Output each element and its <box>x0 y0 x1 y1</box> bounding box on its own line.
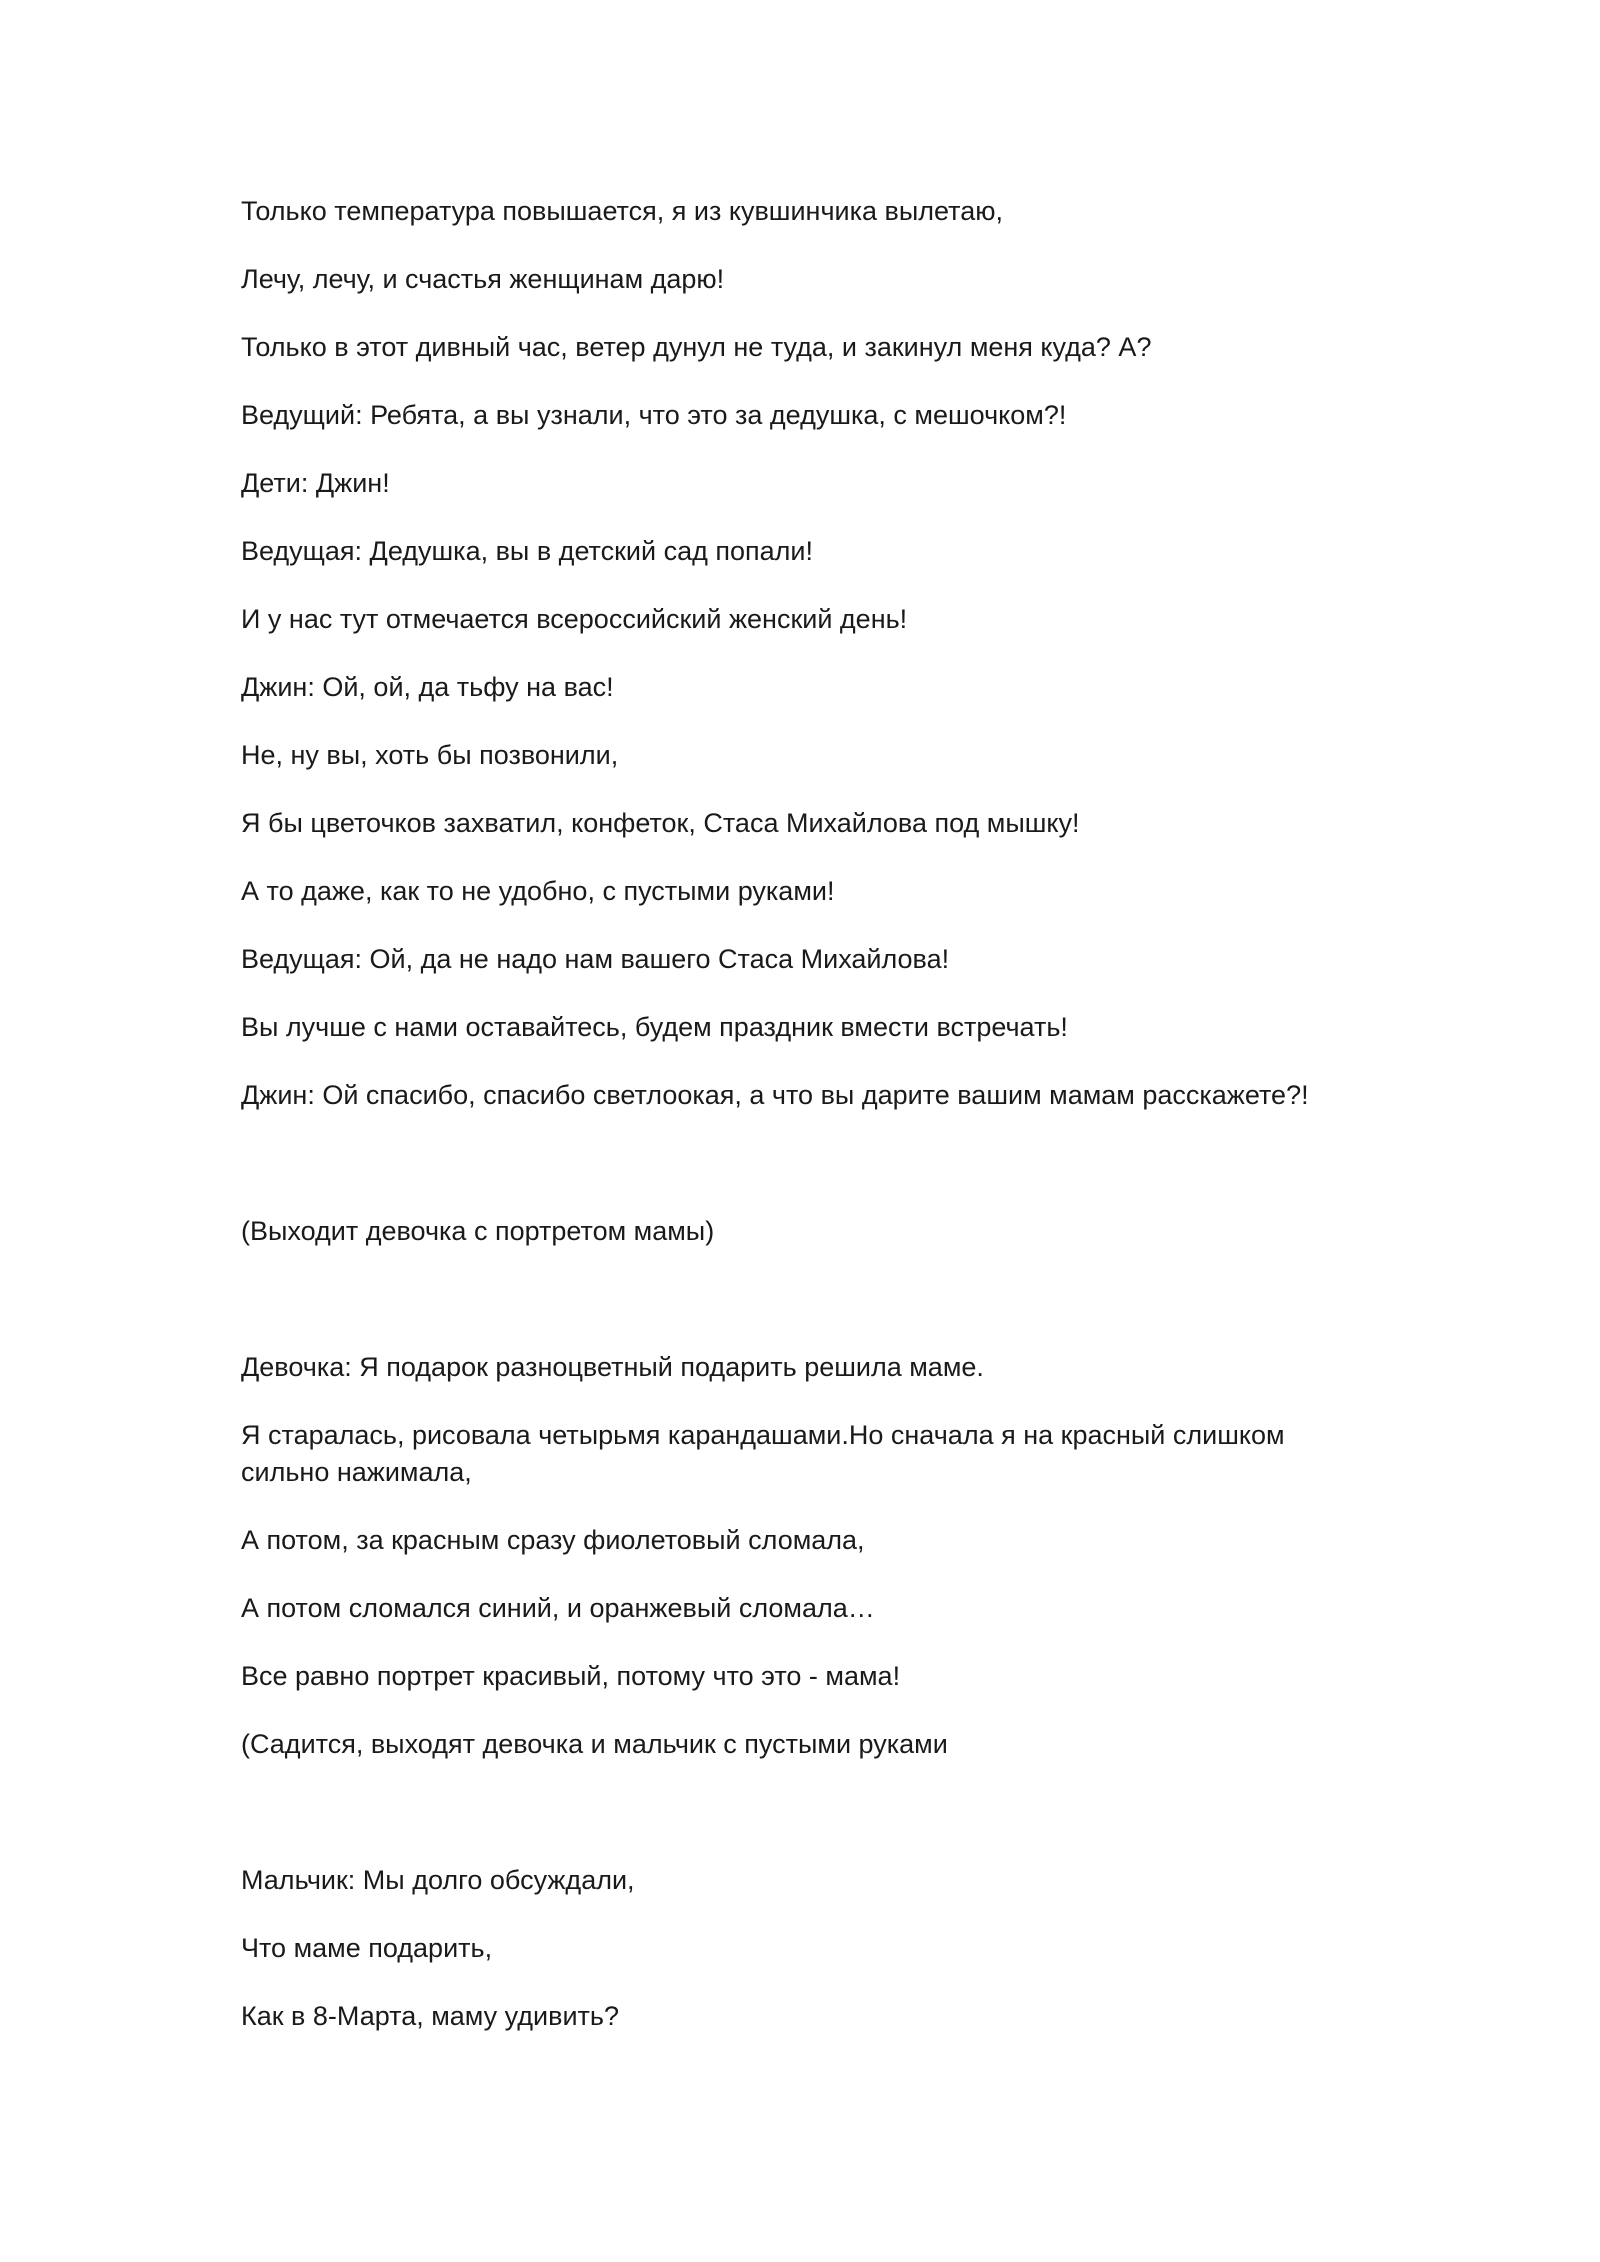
blank-line <box>241 1145 1361 1213</box>
text-line: А потом сломался синий, и оранжевый сломала… <box>241 1593 875 1623</box>
text-line: Ведущая: Ой, да не надо нам вашего Стаса Михайлова! <box>241 944 950 974</box>
text-line: Вы лучше с нами оставайтесь, будем праздник вмести встречать! <box>241 1012 1068 1042</box>
document-body <box>241 193 1361 2066</box>
text-line: Все равно портрет красивый, потому что это - мама! <box>241 1661 901 1691</box>
blank-line <box>241 1794 1361 1862</box>
blank-line <box>241 1281 1361 1349</box>
text-line: Как в 8-Марта, маму удивить? <box>241 2001 619 2031</box>
text-line: Я старалась, рисовала четырьмя карандашами.Но сначала я на красный слишком сильно нажимала, <box>241 1420 1285 1487</box>
text-line: А то даже, как то не удобно, с пустыми руками! <box>241 876 835 906</box>
text-line: Джин: Ой спасибо, спасибо светлоокая, а что вы дарите вашим мамам расскажете?! <box>241 1080 1309 1110</box>
text-line: Только в этот дивный час, ветер дунул не туда, и закинул меня куда? А? <box>241 332 1152 362</box>
text-line: Дети: Джин! <box>241 468 390 498</box>
text-line: А потом, за красным сразу фиолетовый сломала, <box>241 1525 865 1555</box>
stage-direction: (Выходит девочка с портретом мамы) <box>241 1216 715 1246</box>
text-line: Ведущая: Дедушка, вы в детский сад попали! <box>241 536 813 566</box>
text-line: Ведущий: Ребята, а вы узнали, что это за дедушка, с мешочком?! <box>241 400 1067 430</box>
text-line: Что маме подарить, <box>241 1933 493 1963</box>
text-line: Мальчик: Мы долго обсуждали, <box>241 1865 635 1895</box>
text-line: Джин: Ой, ой, да тьфу на вас! <box>241 672 614 702</box>
text-line: Не, ну вы, хоть бы позвонили, <box>241 740 619 770</box>
stage-direction: (Садится, выходят девочка и мальчик с пустыми руками <box>241 1729 948 1759</box>
text-line: Только температура повышается, я из кувшинчика вылетаю, <box>241 196 1003 226</box>
text-line: Я бы цветочков захватил, конфеток, Стаса Михайлова под мышку! <box>241 808 1080 838</box>
text-line: Лечу, лечу, и счастья женщинам дарю! <box>241 264 725 294</box>
text-line: И у нас тут отмечается всероссийский женский день! <box>241 604 908 634</box>
text-line: Девочка: Я подарок разноцветный подарить решила маме. <box>241 1352 984 1382</box>
